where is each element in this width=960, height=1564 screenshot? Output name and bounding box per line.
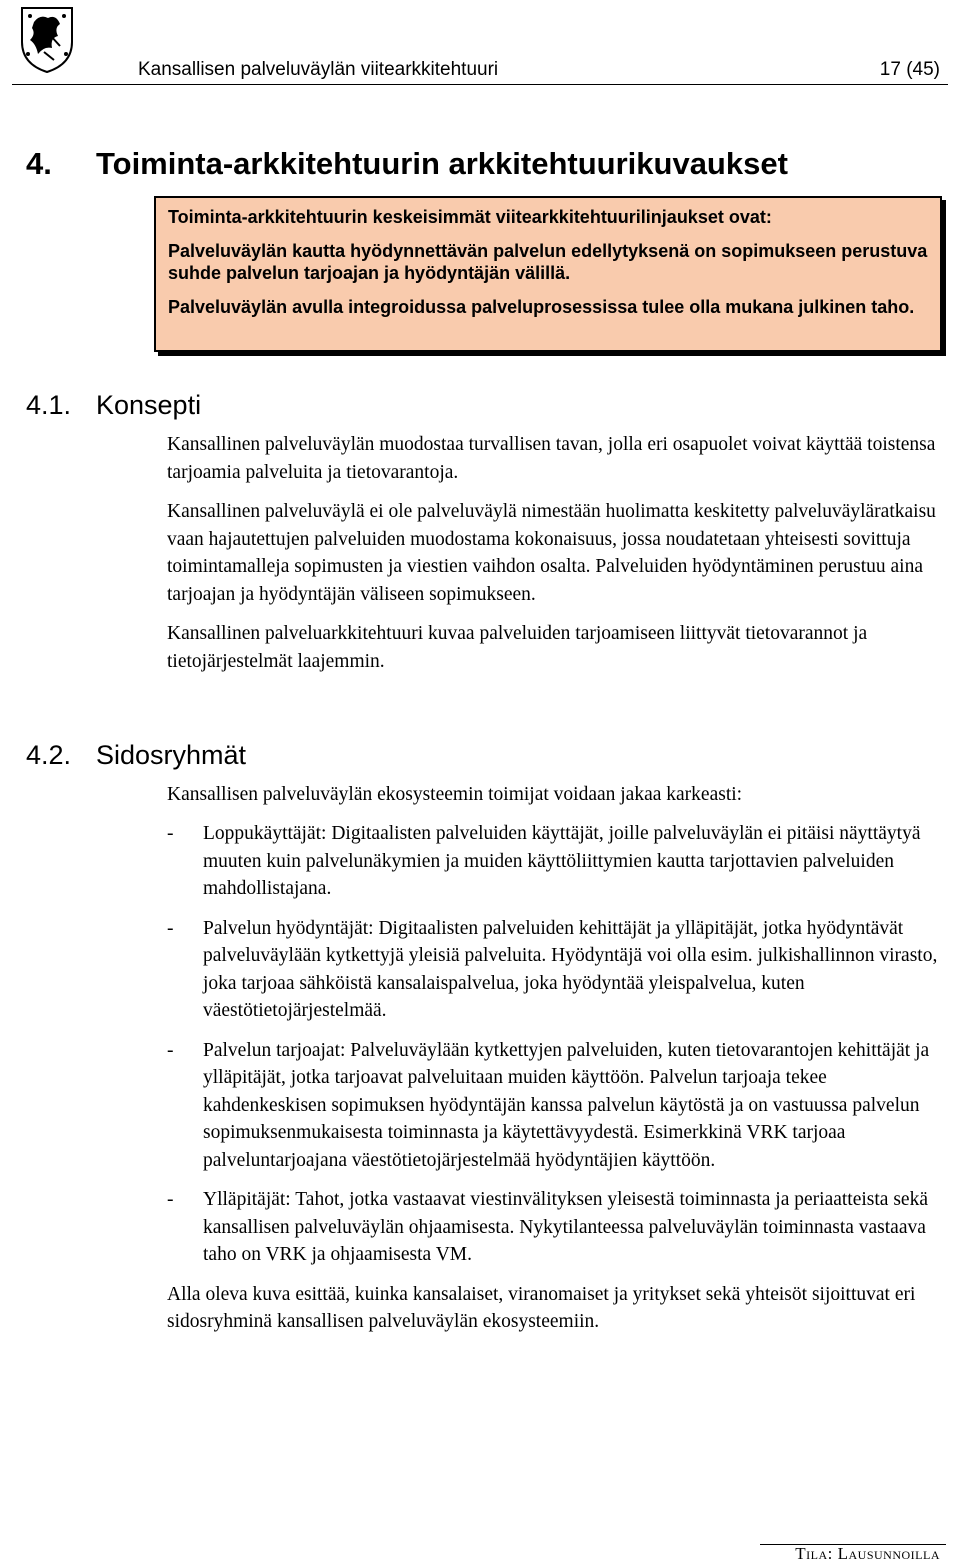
callout-guideline-1: Palveluväylän kautta hyödynnettävän palvelun edellytyksenä on sopimukseen perustuva suhde palvelun tarjoajan ja hyödyntäjän välillä. bbox=[168, 241, 928, 283]
section-title: Konsepti bbox=[96, 390, 202, 420]
page-number: 17 (45) bbox=[879, 59, 940, 80]
guidelines-callout bbox=[154, 196, 942, 352]
section-title: Sidosryhmät bbox=[96, 740, 247, 770]
section-number: 4. bbox=[26, 146, 52, 181]
list-item-text: Ylläpitäjät: Tahot, jotka vastaavat viestinvälityksen yleisestä toiminnasta ja periaatteista sekä kansallisen palveluväylän ohjaamisesta. Nykytilanteessa palveluväylän toiminnasta vastaava taho on VRK ja ohjaamisesta VM. bbox=[203, 1189, 928, 1265]
list-item-text: Palvelun hyödyntäjät: Digitaalisten palveluiden kehittäjät ja ylläpitäjät, jotka hyödyntävät palveluväylään kytkettyjä yleisiä palveluita. Hyödyntäjä voi olla esim. julkishallinnon virasto, joka tarjoaa sähköistä kansalaispalvelua, joka hyödyntää yleispalvelua, kuten väestötietojärjestelmää. bbox=[203, 917, 938, 1021]
list-item: - Palvelun tarjoajat: Palveluväylään kytkettyjen palveluiden, kuten tietovarantojen kehittäjät ja ylläpitäjät, jotka tarjoavat palveluitaan muiden käyttöön. Palvelun tarjoaja tekee kahdenkeskisen sopimuksen hyödyntäjän kanssa palvelun käytöstä ja on vastuussa palvelun sopimuksenmukaisesta toiminnasta ja käytettävyydestä. Esimerkkinä VRK tarjoaa palveluntarjoajana väestötietojärjestelmää hyödyntäjien käyttöön. bbox=[167, 1039, 930, 1171]
section-number: 4.1. bbox=[26, 390, 72, 420]
list-item-text: Loppukäyttäjät: Digitaalisten palveluiden käyttäjät, joille palveluväylän ei pitäisi näyttäytyä muuten kuin palvelunäkymien ja muiden käyttöliittymien kautta tarjottavien palveluiden mahdollistajana. bbox=[203, 823, 921, 899]
paragraph: Kansallinen palveluväylä ei ole palveluväylä nimestään huolimatta keskitetty palveluväyläratkaisu vaan hajautettujen palveluiden muodostama kokonaisuus, jossa noudatetaan yhteisesti sovittuja toimintamalleja sopimusten ja viestien vaihdon osalta. Palveluiden hyödyntäminen perustuu aina tarjoajan ja hyödyntäjän väliseen sopimukseen. bbox=[167, 501, 936, 605]
list-item: - Palvelun hyödyntäjät: Digitaalisten palveluiden kehittäjät ja ylläpitäjät, jotka hyödyntävät palveluväylään kytkettyjä yleisiä palveluita. Hyödyntäjä voi olla esim. julkishallinnon virasto, joka tarjoaa sähköistä kansalaispalvelua, joka hyödyntää yleispalvelua, kuten väestötietojärjestelmää. bbox=[167, 917, 938, 1021]
section-4-2-intro bbox=[167, 781, 949, 821]
section-4-2-heading bbox=[26, 740, 246, 771]
section-4-1-body bbox=[167, 431, 949, 687]
page-header bbox=[138, 59, 940, 81]
list-item-text: Palvelun tarjoajat: Palveluväylään kytkettyjen palveluiden, kuten tietovarantojen kehittäjät ja ylläpitäjät, jotka tarjoavat palveluitaan muiden käyttöön. Palvelun tarjoaja tekee kahdenkeskisen sopimuksen hyödyntäjän kanssa palvelun käytöstä ja on vastuussa palvelun sopimuksenmukaisesta toiminnasta ja käytettävyydestä. Esimerkkinä VRK tarjoaa palveluntarjoajana väestötietojärjestelmää hyödyntäjien käyttöön. bbox=[203, 1039, 930, 1171]
coat-of-arms-logo bbox=[14, 2, 80, 74]
stakeholder-list bbox=[167, 820, 949, 1336]
document-title: Kansallisen palveluväylän viitearkkitehtuuri bbox=[138, 59, 499, 80]
document-status: Tila: Lausunnoilla bbox=[795, 1544, 940, 1563]
callout-guideline-2: Palveluväylän avulla integroidussa palveluprosessissa tulee olla mukana julkinen taho. bbox=[168, 297, 915, 317]
paragraph: Alla oleva kuva esittää, kuinka kansalaiset, viranomaiset ja yritykset sekä yhteisöt sijoittuvat eri sidosryhminä kansallisen palveluväylän ekosysteemiin. bbox=[167, 1283, 916, 1332]
paragraph: Kansallinen palveluväylän muodostaa turvallisen tavan, jolla eri osapuolet voivat käyttää toistensa tarjoamia palveluita ja tietovarantoja. bbox=[167, 434, 936, 483]
callout-intro: Toiminta-arkkitehtuurin keskeisimmät viitearkkitehtuurilinjaukset ovat: bbox=[168, 207, 772, 227]
section-number: 4.2. bbox=[26, 740, 72, 770]
section-title: Toiminta-arkkitehtuurin arkkitehtuurikuvaukset bbox=[96, 146, 788, 181]
paragraph: Kansallinen palveluarkkitehtuuri kuvaa palveluiden tarjoamiseen liittyvät tietovarannot ja tietojärjestelmät laajemmin. bbox=[167, 623, 868, 672]
section-4-heading bbox=[26, 146, 788, 182]
header-divider bbox=[12, 84, 948, 85]
list-item: - Ylläpitäjät: Tahot, jotka vastaavat viestinvälityksen yleisestä toiminnasta ja periaatteista sekä kansallisen palveluväylän ohjaamisesta. Nykytilanteessa palveluväylän toiminnasta vastaava taho on VRK ja ohjaamisesta VM. bbox=[167, 1189, 928, 1265]
paragraph: Kansallisen palveluväylän ekosysteemin toimijat voidaan jakaa karkeasti: bbox=[167, 784, 743, 805]
list-item: - Loppukäyttäjät: Digitaalisten palveluiden käyttäjät, joille palveluväylän ei pitäisi näyttäytyä muuten kuin palvelunäkymien ja muiden käyttöliittymien kautta tarjottavien palveluiden mahdollistajana. bbox=[167, 823, 921, 899]
section-4-1-heading bbox=[26, 390, 201, 421]
